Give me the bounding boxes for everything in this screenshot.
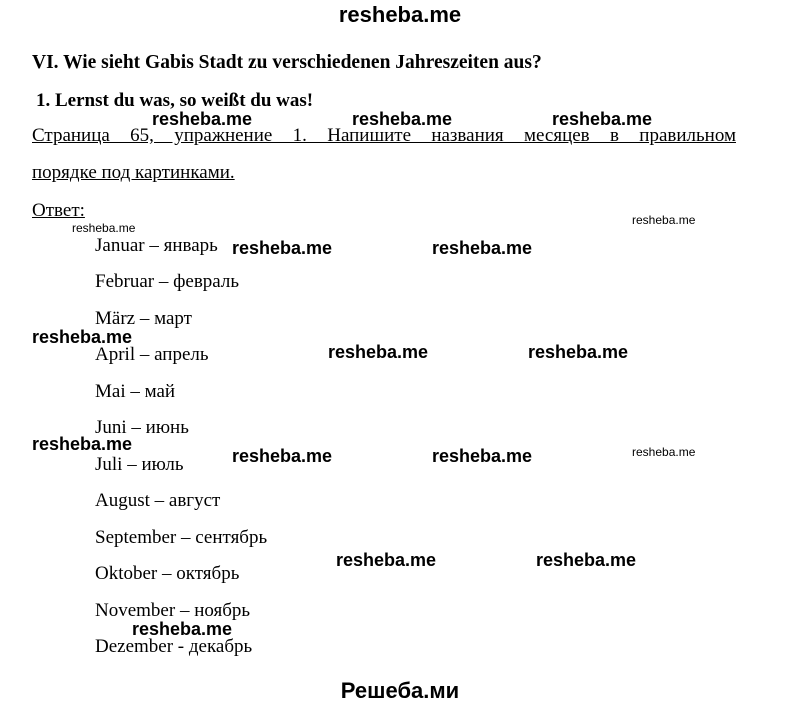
month-item-october: Oktober – октябрь (95, 563, 240, 584)
month-item-january: Januar – январь (95, 235, 218, 256)
watermark: resheba.me (328, 342, 429, 362)
watermark: resheba.me (632, 213, 696, 227)
month-item-april: April – апрель (95, 344, 209, 365)
month-item-november: November – ноябрь (95, 600, 251, 621)
watermark: resheba.me (232, 238, 333, 258)
watermark: resheba.me (432, 446, 533, 466)
task-line-1: Страница 65, упражнение 1. Напишите названия месяцев в правильном (32, 125, 736, 146)
month-item-august: August – август (95, 490, 221, 511)
task-line-2: порядке под картинками. (32, 162, 235, 183)
watermark: resheba.me (232, 446, 333, 466)
watermark: resheba.me (432, 238, 533, 258)
month-item-may: Mai – май (95, 381, 176, 402)
watermark: resheba.me (552, 109, 653, 129)
watermark: resheba.me (632, 445, 696, 459)
answer-label: Ответ: (32, 200, 85, 221)
watermark: resheba.me (528, 342, 629, 362)
site-header: resheba.me (338, 2, 462, 27)
watermark: resheba.me (352, 109, 453, 129)
exercise-heading: 1. Lernst du was, so weißt du was! (36, 90, 314, 111)
month-item-march: März – март (95, 308, 192, 329)
watermark: resheba.me (132, 619, 233, 639)
watermark: resheba.me (32, 434, 133, 454)
month-item-june: Juni – июнь (95, 417, 189, 438)
watermark: resheba.me (336, 550, 437, 570)
month-item-september: September – сентябрь (95, 527, 268, 548)
site-footer: Решеба.ми (340, 678, 460, 703)
watermark: resheba.me (536, 550, 637, 570)
month-item-december: Dezember - декабрь (95, 636, 253, 657)
watermark: resheba.me (152, 109, 253, 129)
section-heading: VI. Wie sieht Gabis Stadt zu verschiedenen Jahreszeiten aus? (32, 52, 542, 73)
month-item-july: Juli – июль (95, 454, 184, 475)
month-item-february: Februar – февраль (95, 271, 240, 292)
watermark: resheba.me (32, 327, 133, 347)
watermark: resheba.me (72, 221, 136, 235)
